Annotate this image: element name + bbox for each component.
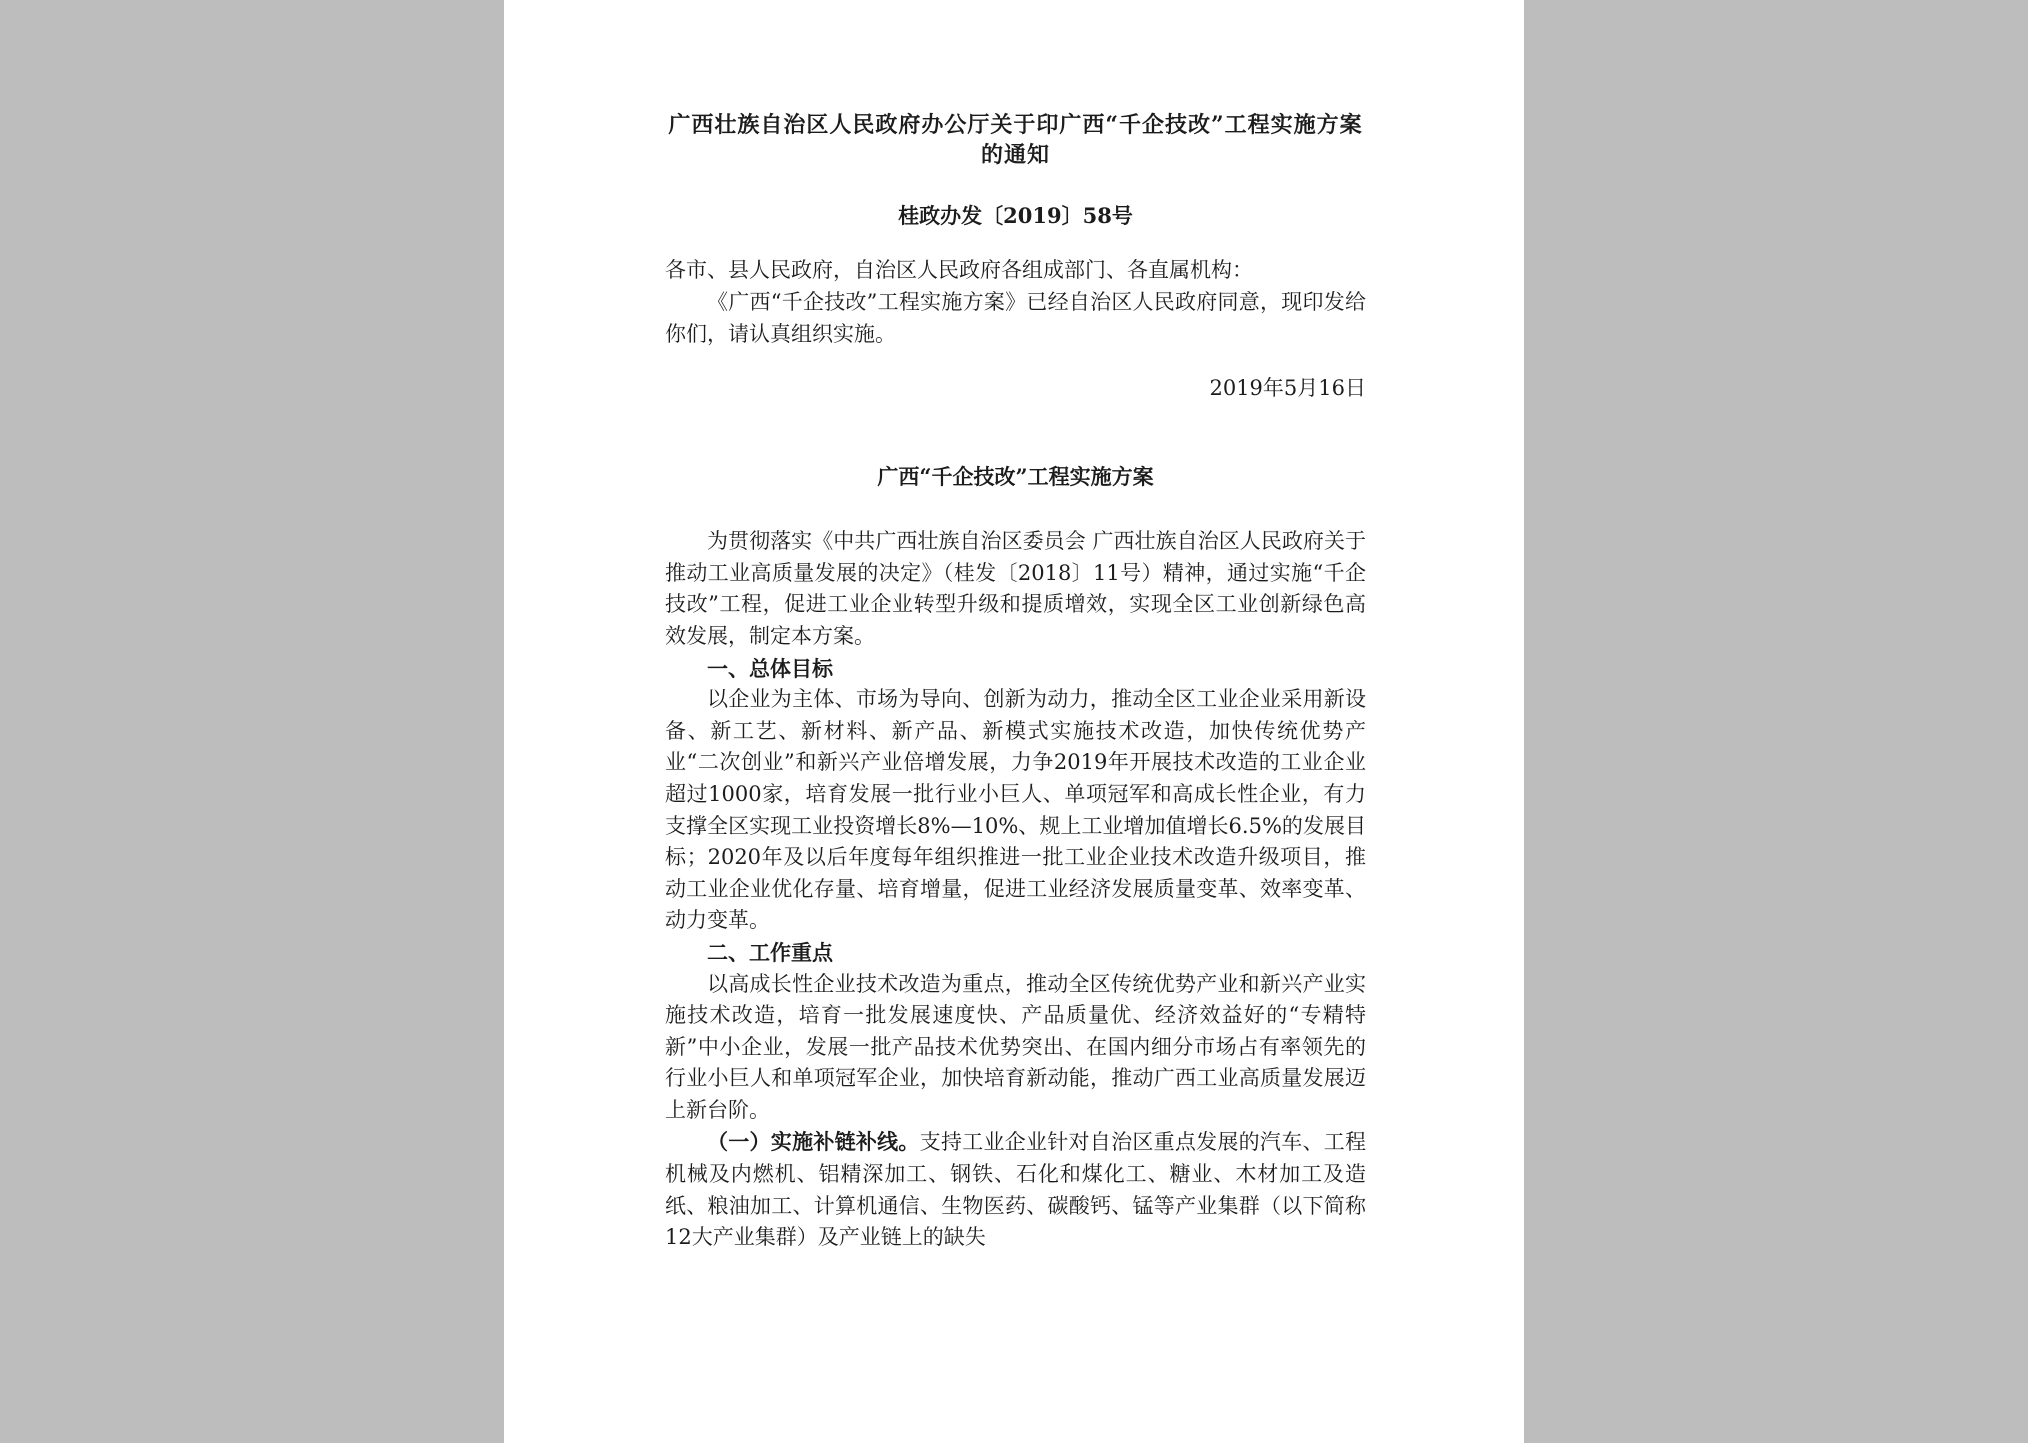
- section-heading-goals: 一、总体目标: [707, 655, 833, 681]
- item-body: 支持工业企业针对自治区重点发展的汽车、工程机械及内燃机、铝精深加工、钢铁、石化和煤化工、糖业、木材加工及造纸、粮油加工、计算机通信、生物医药、碳酸钙、锰等产业集群（以下简称12大产业集群）及产业链上的缺失: [665, 1130, 1367, 1250]
- notice-body: 《广西“千企技改”工程实施方案》已经自治区人民政府同意，现印发给你们，请认真组织实施。: [665, 290, 1366, 346]
- document-content: [665, 110, 1366, 1254]
- document-number: 桂政办发〔2019〕58号: [898, 203, 1133, 228]
- salutation: 各市、县人民政府，自治区人民政府各组成部门、各直属机构：: [665, 258, 1253, 282]
- section-body-goals: 以企业为主体、市场为导向、创新为动力，推动全区工业企业采用新设备、新工艺、新材料、新产品、新模式实施技术改造，加快传统优势产业“二次创业”和新兴产业倍增发展，力争2019年开展技术改造的工业企业超过1000家，培育发展一批行业小巨人、单项冠军和高成长性企业，有力支撑全区实现工业投资增长8%—10%、规上工业增加值增长6.5%的发展目标；2020年及以后年度每年组织推进一批工业企业技术改造升级项目，推动工业企业优化存量、培育增量，促进工业经济发展质量变革、效率变革、动力变革。: [665, 687, 1366, 933]
- plan-title: 广西“千企技改”工程实施方案: [877, 464, 1154, 490]
- section-body-priorities: 以高成长性企业技术改造为重点，推动全区传统优势产业和新兴产业实施技术改造，培育一批发展速度快、产品质量优、经济效益好的“专精特新”中小企业，发展一批产品技术优势突出、在国内细分市场占有率领先的行业小巨人和单项冠军企业，加快培育新动能，推动广西工业高质量发展迈上新台阶。: [665, 971, 1366, 1122]
- issue-date: 2019年5月16日: [1209, 376, 1366, 401]
- document-page: [504, 0, 1524, 1443]
- item-paragraph: [665, 1126, 1366, 1253]
- plan-body: [665, 526, 1366, 1254]
- section-heading-priorities: 二、工作重点: [707, 939, 833, 965]
- item-lead: （一）实施补链补线。: [707, 1129, 920, 1155]
- plan-intro: 为贯彻落实《中共广西壮族自治区委员会 广西壮族自治区人民政府关于推动工业高质量发展的决定》（桂发〔2018〕11号）精神，通过实施“千企技改”工程，促进工业企业转型升级和提质增效，实现全区工业创新绿色高效发展，制定本方案。: [665, 529, 1366, 648]
- notice-title: 广西壮族自治区人民政府办公厅关于印广西“千企技改”工程实施方案的通知: [668, 112, 1363, 168]
